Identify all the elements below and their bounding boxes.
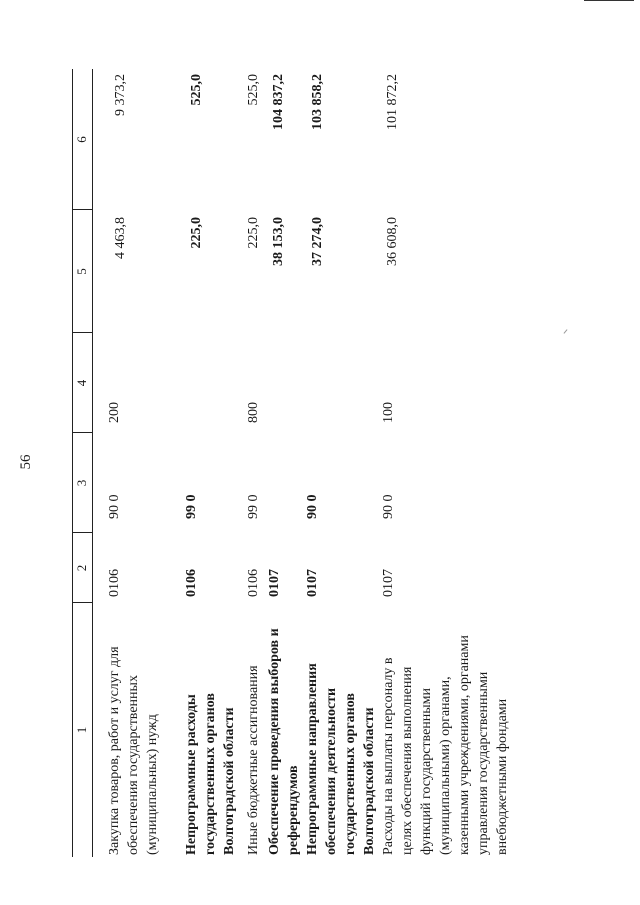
column-header-2: 2: [74, 564, 89, 572]
row-label-line: обеспечения государственных: [126, 675, 141, 855]
row-label-line: Волгоградской области: [222, 707, 237, 855]
cell-col6: 525,0: [189, 74, 204, 106]
cell-col5: 37 274,0: [310, 217, 325, 266]
table-header-bottom-border: [92, 69, 93, 857]
cell-vr: 800: [246, 402, 261, 423]
cell-vr: 200: [107, 402, 122, 423]
row-label-line: государственных органов: [343, 693, 358, 855]
row-label-line: управления государственными: [476, 671, 491, 855]
cell-col6: 101 872,2: [385, 74, 400, 130]
row-label-line: государственных органов: [203, 693, 218, 855]
row-label-line: Волгоградской области: [362, 707, 377, 855]
cell-col6: 525,0: [246, 74, 261, 106]
column-header-3: 3: [74, 479, 89, 487]
row-label-line: Закупка товаров, работ и услуг для: [107, 646, 122, 855]
row-label-line: (муниципальными) органами,: [438, 676, 453, 855]
row-label-line: Непрограммные расходы: [184, 694, 199, 855]
cell-code: 0107: [267, 569, 282, 597]
row-label-line: Непрограммные направления: [305, 663, 320, 855]
cell-col5: 225,0: [246, 217, 261, 249]
cell-code: 0106: [107, 569, 122, 597]
cell-code: 0107: [305, 569, 320, 597]
scan-edge-line: [584, 0, 634, 1]
row-label-line: функций государственными: [419, 687, 434, 855]
table-header-top-border: [72, 69, 73, 857]
cell-csr: 90 0: [305, 494, 320, 519]
cell-code: 0106: [184, 569, 199, 597]
cell-csr: 99 0: [184, 494, 199, 519]
row-label-line: Иные бюджетные ассигнования: [246, 665, 261, 855]
cell-col6: 104 837,2: [271, 74, 286, 130]
column-header-4: 4: [74, 379, 89, 387]
column-header-6: 6: [74, 136, 89, 143]
rotated-page: [18, 67, 584, 857]
row-label-line: целях обеспечения выполнения: [400, 666, 415, 855]
page-number: 56: [18, 454, 34, 470]
cell-col5: 225,0: [189, 217, 204, 249]
row-label-line: казенными учреждениями, органами: [457, 635, 472, 855]
row-label-line: внебюджетными фондами: [495, 698, 510, 855]
column-header-5: 5: [74, 268, 89, 275]
row-label-line: (муниципальных) нужд: [145, 714, 160, 855]
cell-col6: 103 858,2: [310, 74, 325, 130]
row-label-line: Обеспечение проведения выборов и: [267, 628, 282, 855]
cell-vr: 100: [381, 402, 396, 423]
row-label-line: обеспечения деятельности: [324, 687, 339, 855]
cell-col5: 4 463,8: [113, 217, 128, 259]
row-label-line: референдумов: [286, 765, 301, 855]
cell-csr: 90 0: [107, 494, 122, 519]
cell-col6: 9 373,2: [113, 74, 128, 116]
cell-csr: 90 0: [381, 494, 396, 519]
cell-col5: 36 608,0: [385, 217, 400, 266]
row-label-line: Расходы на выплаты персоналу в: [381, 657, 396, 855]
cell-csr: 99 0: [246, 494, 261, 519]
cell-code: 0106: [246, 569, 261, 597]
cell-code: 0107: [381, 569, 396, 597]
column-header-1: 1: [74, 726, 89, 734]
cell-col5: 38 153,0: [271, 217, 286, 266]
